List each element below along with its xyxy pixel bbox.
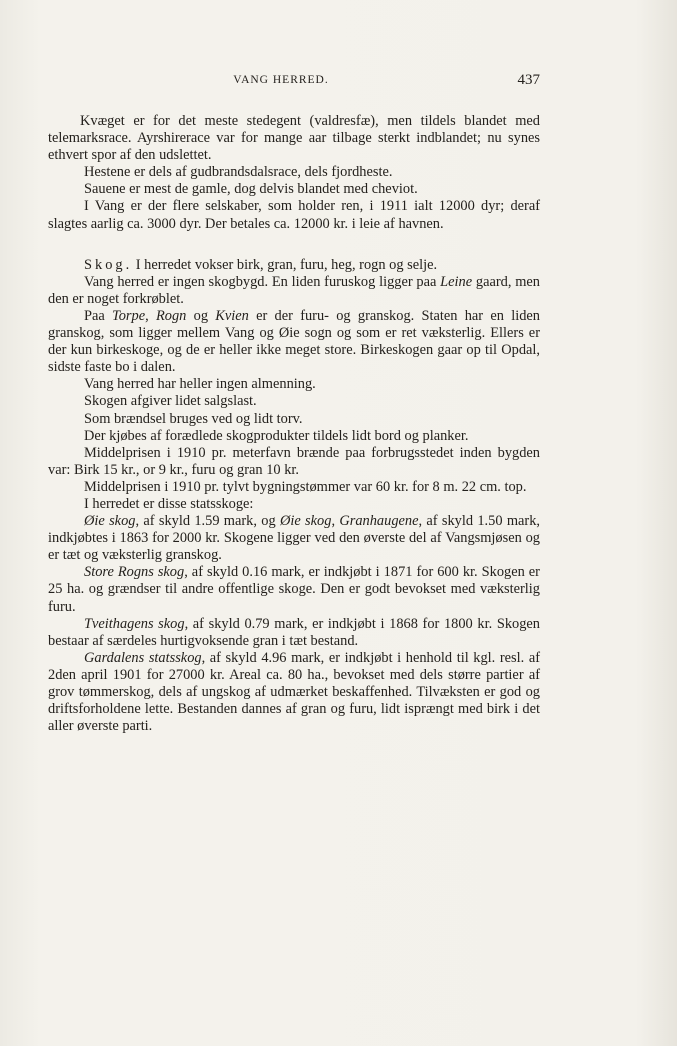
running-title: VANG HERRED. <box>233 74 329 86</box>
section-gap <box>48 233 540 257</box>
forest-name: Granhaugene <box>339 513 419 530</box>
text-segment: , <box>145 307 156 324</box>
forest-name: Gardalens statsskog <box>84 649 202 666</box>
forest-name: Øie skog <box>279 513 332 530</box>
text-segment: Paa <box>84 307 113 324</box>
place-name: Rogn <box>155 307 187 324</box>
paragraph-commons: Vang herred har heller ingen almenning. <box>84 376 316 393</box>
text-segment: Vang herred er ingen skogbygd. En liden furuskog ligger paa <box>84 273 441 290</box>
forest-name: Øie skog <box>84 513 136 530</box>
forest-name: Tveithagens skog <box>84 615 185 632</box>
forest-intro-text: I herredet vokser birk, gran, furu, heg, rogn og selje. <box>132 256 438 273</box>
text-segment: er der furu- og granskog. Staten har en liden granskog, som ligger mellem Vang og Øie sogn og som er ret væksterlig. Ellers er der kun birkeskoge, og de er heller ikke meget store. Birkeskogen gaar op til Opdal, sidste faste bo i dalen. <box>48 307 540 376</box>
paragraph-forest-intro <box>48 257 540 274</box>
paragraph-store-rogns-skog <box>48 564 540 615</box>
paragraph-oie-skog <box>48 513 540 564</box>
text-segment: og <box>186 307 216 324</box>
paragraph-fuel: Som brændsel bruges ved og lidt torv. <box>84 410 303 427</box>
place-name: Leine <box>440 273 473 290</box>
section-heading-skog: Skog. <box>84 256 133 273</box>
paragraph-sheep: Sauene er mest de gamle, dog delvis blandet med cheviot. <box>84 181 418 198</box>
paragraph-firewood-price: Middelprisen i 1910 pr. meterfavn brænde paa forbrugsstedet inden bygden var: Birk 15 kr., or 9 kr., furu og gran 10 kr. <box>48 444 540 478</box>
place-name: Kvien <box>215 307 249 324</box>
paragraph-no-forest-district <box>48 274 540 308</box>
paragraph-cattle: Kvæget er for det meste stedegent (valdresfæ), men tildels blandet med telemarksrace. Ayrshirerace var for mange aar tilbage sterkt indblandet; nu synes ethvert spor af den udslettet. <box>48 113 540 164</box>
text-segment: , af skyld 4.96 mark, er indkjøbt i henhold til kgl. resl. af 2den april 1901 for 27000 kr. Areal ca. 80 ha., bevokset med dels større partier af grov tømmerskog, dels af ungskog af udmærket beskaffenhed. Tilvæksten er god og driftsforholdene lette. Bestanden dannes af gran og furu, lidt isprængt med birk i det aller øverste parti. <box>48 649 541 735</box>
paragraph-timber-price: Middelprisen i 1910 pr. tylvt bygningstømmer var 60 kr. for 8 m. 22 cm. top. <box>84 478 527 495</box>
paragraph-sales: Skogen afgiver lidet salgslast. <box>84 393 257 410</box>
body-text <box>48 113 540 735</box>
text-segment: , af skyld 0.16 mark, er indkjøbt i 1871 for 600 kr. Skogen er 25 ha. og grændser til andre offentlige skoge. Den er godt bevokset med væksterlig furu. <box>48 564 540 615</box>
text-segment: , <box>331 513 340 530</box>
paragraph-state-forests: I herredet er disse statsskoge: <box>84 495 254 512</box>
text-segment: , af skyld 0.79 mark, er indkjøbt i 1868 for 1800 kr. Skogen bestaar af særdeles hurtigvoksende gran i tæt bestand. <box>48 615 540 649</box>
forest-name: Store Rogns skog <box>84 564 185 581</box>
text-segment: gaard, men den er noget forkrøblet. <box>48 273 540 307</box>
text-segment: , af skyld 1.50 mark, indkjøbtes i 1863 for 2000 kr. Skogene ligger ved den øverste del af Vangsmjøsen og er tæt og væksterlig granskog. <box>48 513 540 564</box>
paragraph-reindeer: I Vang er der flere selskaber, som holder ren, i 1911 ialt 12000 dyr; deraf slagtes aarlig ca. 3000 dyr. Der betales ca. 12000 kr. i leie af havnen. <box>48 198 540 232</box>
paragraph-gardalens-statsskog <box>48 650 540 735</box>
page-header <box>48 72 540 94</box>
paragraph-pine-spruce <box>48 308 540 376</box>
paragraph-tveithagens-skog <box>48 616 540 650</box>
page-number: 437 <box>517 72 540 88</box>
text-segment: , af skyld 1.59 mark, og <box>135 513 280 530</box>
place-name: Torpe <box>112 307 146 324</box>
paragraph-horses: Hestene er dels af gudbrandsdalsrace, dels fjordheste. <box>84 164 393 181</box>
paragraph-purchases: Der kjøbes af forædlede skogprodukter tildels lidt bord og planker. <box>84 427 469 444</box>
